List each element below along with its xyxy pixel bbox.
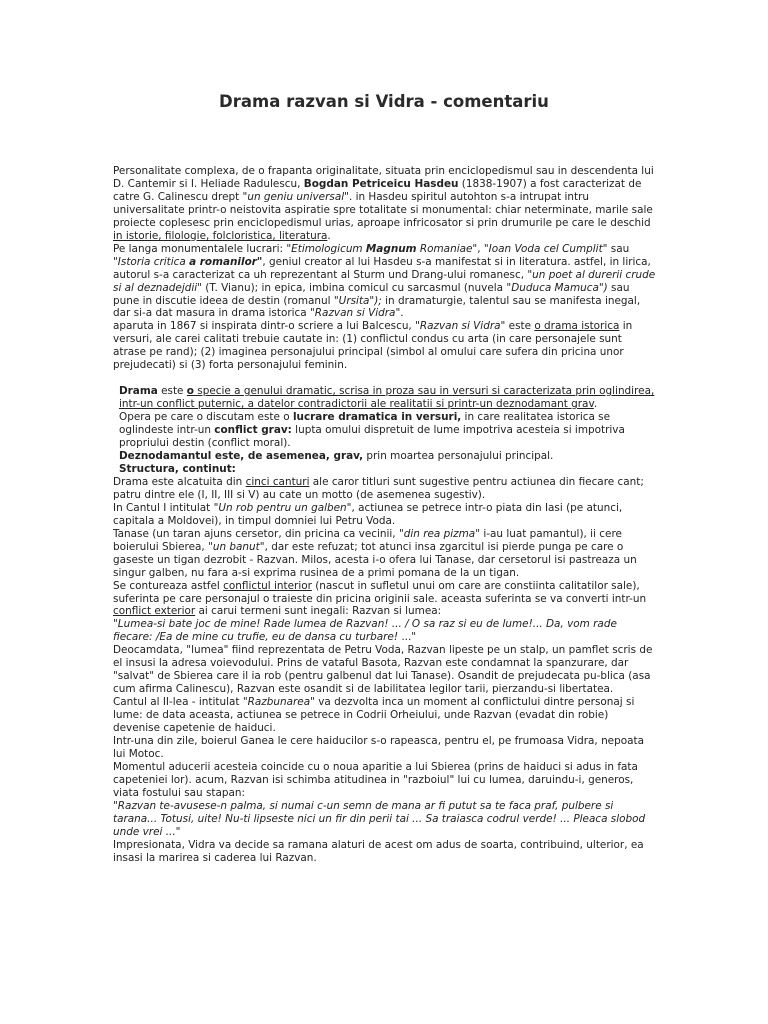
text-run: ale caror titluri sunt sugestive pentru actiunea din fiecare cant; patru dintre ele (I, II, III si V) au cate un motto (de asemenea sugestiv). [113,475,644,501]
bold-text: conflict grav: [214,424,292,437]
text-run: . [593,398,598,411]
text-run: In Cantul I intitulat [113,501,214,514]
text-run: in care realitatea istorica se oglindeste intr-un [119,411,611,437]
intro-paragraph [113,165,658,243]
underlined-text: cinci canturi [245,475,310,488]
text-run: (nascut in sufletul unui om care are constiinta calitatilor sale), suferinta pe care personajul o traieste din pricina originii sale. aceasta suferinta se va converti intr-un [113,579,647,605]
italic-text: "din rea pizma" [398,527,481,540]
text-run: Personalitate complexa, de o frapanta originalitate, situata prin enciclopedismul sau in descendenta lui D. Cantemir si I. Heliade Radulescu, [113,165,654,190]
text-run: Opera pe care o discutam este o [119,411,293,424]
italic-text: "Istoria critica [113,255,190,268]
text-run: ai carui termeni sunt inegali: Razvan si lumea: [195,605,442,618]
quote-1 [113,618,658,644]
text-run: Impresionata, Vidra va decide sa ramana alaturi de acest om adus de soarta, contribuind, ulterior, ea insasi la marirea si caderea lui Razvan. [113,838,644,864]
text-run: Deocamdata, "lumea" fiind reprezentata de Petru Voda, Razvan lipeste pe un stalp, un pamflet scris de el insusi la adresa voievodului. Prins de vataful Basota, Razvan este condamnat la spanzurare, dar "salvat" de Sbierea care il ia rob (pentru galbenul dat lui Tanase). Osandit de prejudecata pu-blica (asa cum afirma Calinescu), Razvan este osandit si de labilitatea legilor tarii, pierzandu-si libertatea. [113,644,653,696]
bold-text: Magnum [365,242,417,255]
structure-heading [113,463,658,476]
bold-text: lucrare dramatica in versuri, [292,411,462,424]
paragraph-gap [113,372,658,385]
text-run: (T. Vianu); in epica, imbina comicul cu sarcasmul (nuvela [201,281,507,294]
text-run: Pe langa monumentalele lucrari: [113,242,287,255]
text-run: (1838-1907) a fost caracterizat de catre G. Calinescu drept [113,177,642,203]
text-run: va dezvolta inca un moment al conflictului dintre personaj si lume: de data aceasta, actiunea se petrece in Codrii Orheiului, unde Razvan (evadat din robie) devenise capetenie de haiduci. [113,696,635,735]
text-run: Tanase (un taran ajuns cersetor, din pricina ca vecinii, [113,527,399,540]
text-run: ..." [398,631,417,644]
text-run: sau pune in discutie ideea de destin (romanul [113,281,630,307]
text-run: , geniul creator al lui Hasdeu s-a manifestat si in literatura. astfel, in lirica, autorul s-a caracterizat ca uh reprezentant al Sturm und Drang-ului romanesc, [113,255,651,281]
text-run: Cantul al II-lea - intitulat [113,696,243,709]
text-run: prin moartea personajului principal. [363,450,554,463]
italic-text: "Ursita"); [333,294,382,307]
underlined-text: conflictul interior [223,579,312,592]
cantos-paragraph [113,476,658,502]
text-run: in dramaturgie, talentul sau se manifesta inegal, dar si-a dat masura in drama istorica [113,294,641,320]
document-title: Drama razvan si Vidra - comentariu [219,92,549,111]
italic-text: "Razvan te-avusese-n palma, si numai c-un semn de mana ar fi putut sa te faca praf, pulbere si tarana... Totusi, uite! Nu-ti lipseste nici un fir din perii tai ... Sa traiasca codrul verde! ... Pleaca slobod unde vrei ..." [113,799,646,838]
italic-text: "Razvan si Vidra" [310,307,401,320]
italic-text: "Un rob pentru un galben" [213,501,352,514]
cantul-2-paragraph [113,696,658,735]
impresionata-paragraph [113,839,658,865]
tanase-paragraph [113,528,658,580]
text-run: este [157,385,187,398]
italic-text: "Duduca Mamuca") [506,281,608,294]
italic-text: "un banut" [208,540,265,553]
deznodamant-paragraph [113,450,658,463]
quote-2 [113,800,658,839]
text-run: , [477,242,484,255]
underlined-text: conflict exterior [113,605,196,618]
bold-text: Drama [119,385,158,398]
text-run: Se contureaza astfel [113,579,224,592]
works-paragraph [113,243,658,321]
text-run: , dar este refuzat; tot atunci insa zgarcitul isi pierde punga pe care o gaseste un tigan dezrobit - Razvan. Milos, acesta i-o ofera lui Tanase, dar cersetorul isi pastreaza un singur galben, nu fara a-si exprima rusinea de a primi pomana de la un tigan. [113,540,637,579]
bold-text: Bogdan Petriceicu Hasdeu [303,177,459,190]
text-run: lupta omului dispretuit de lume impotriva acesteia si impotriva propriului destin (conflict moral). [119,424,625,450]
opera-paragraph [113,411,658,450]
underlined-text: specie a genului dramatic, scrisa in proza sau in versuri si caracterizata prin oglindirea, intr-un conflict puternic, a datelor contradictorii ale realitatii si printr-un deznodamant grav [119,385,655,411]
italic-text: "Razbunarea" [242,696,315,709]
ganea-paragraph [113,735,658,761]
text-run: , actiunea se petrece intr-o piata din Iasi (pe atunci, capitala a Moldovei), in timpul domniei lui Petru Voda. [113,501,623,527]
text-run: i-au luat pamantul), ii cere boierului Sbierea, [113,527,622,553]
aparuta-paragraph [113,320,658,372]
underlined-text: in istorie, filologie, folcloristica, literatura [113,229,328,242]
text-run: . [327,229,331,242]
document-body [113,165,658,865]
conflict-paragraph [113,580,658,619]
italic-text: "Etimologicum [286,242,366,255]
bold-text: Structura, continut: [119,462,236,475]
italic-text: Romaniae" [416,242,478,255]
underlined-text: o [186,385,194,398]
italic-text: "Ioan Voda cel Cumplit" [483,242,608,255]
text-run: Momentul aducerii acesteia coincide cu o noua aparitie a lui Sbierea (prins de haiduci si adus in fata capeteniei lor). acum, Razvan isi schimba atitudinea in "razboiul" lui cu lumea, daruindu-i, generos, viata fostului sau stapan: [113,760,638,799]
text-run: in versuri, ale carei calitati trebuie cautate in: (1) conflictul condus cu arta (in care personajele sunt atrase pe rand); (2) imaginea personajului principal (simbol al omului care sufera din pricina unor prejudecati) si (3) forta personajului feminin. [113,320,633,372]
underlined-text: o drama istorica [534,320,620,333]
text-run: Drama este alcatuita din [113,475,246,488]
bold-text: a romanilor" [189,255,263,268]
italic-text: "Lumea-si bate joc de mine! Rade lumea de Razvan! ... / O sa raz si eu de lume!... Da, vom rade fiecare: /Ea de mine cu trufie, eu de dansa cu turbare! [113,618,617,644]
italic-text: "Razvan si Vidra" [415,320,506,333]
deocamdata-paragraph [113,644,658,696]
italic-text: "un geniu universal" [242,190,349,203]
text-run: . in Hasdeu spiritul autohton s-a intrupat intru universalitate printr-o neistovita aspiratie spre totalitate si monumental: chiar neterminate, marile sale proiecte coplesesc prin enciclopedismul urias, aproape infricosator si prin drumurile pe care le deschid [113,190,653,229]
drama-definition-paragraph [113,385,658,411]
text-run: Intr-una din zile, boierul Ganea le cere haiducilor s-o rapeasca, pentru el, pe frumoasa Vidra, nepoata lui Motoc. [113,734,645,760]
cantul-1-paragraph [113,502,658,528]
momentul-paragraph [113,761,658,800]
text-run: aparuta in 1867 si inspirata dintr-o scriere a lui Balcescu, [113,320,416,333]
italic-text: "un poet al durerii crude si al deznadejdii" [113,268,656,294]
text-run: sau [607,242,630,255]
text-run: este [505,320,535,333]
text-run: . [400,307,404,320]
bold-text: Deznodamantul este, de asemenea, grav, [119,450,364,463]
